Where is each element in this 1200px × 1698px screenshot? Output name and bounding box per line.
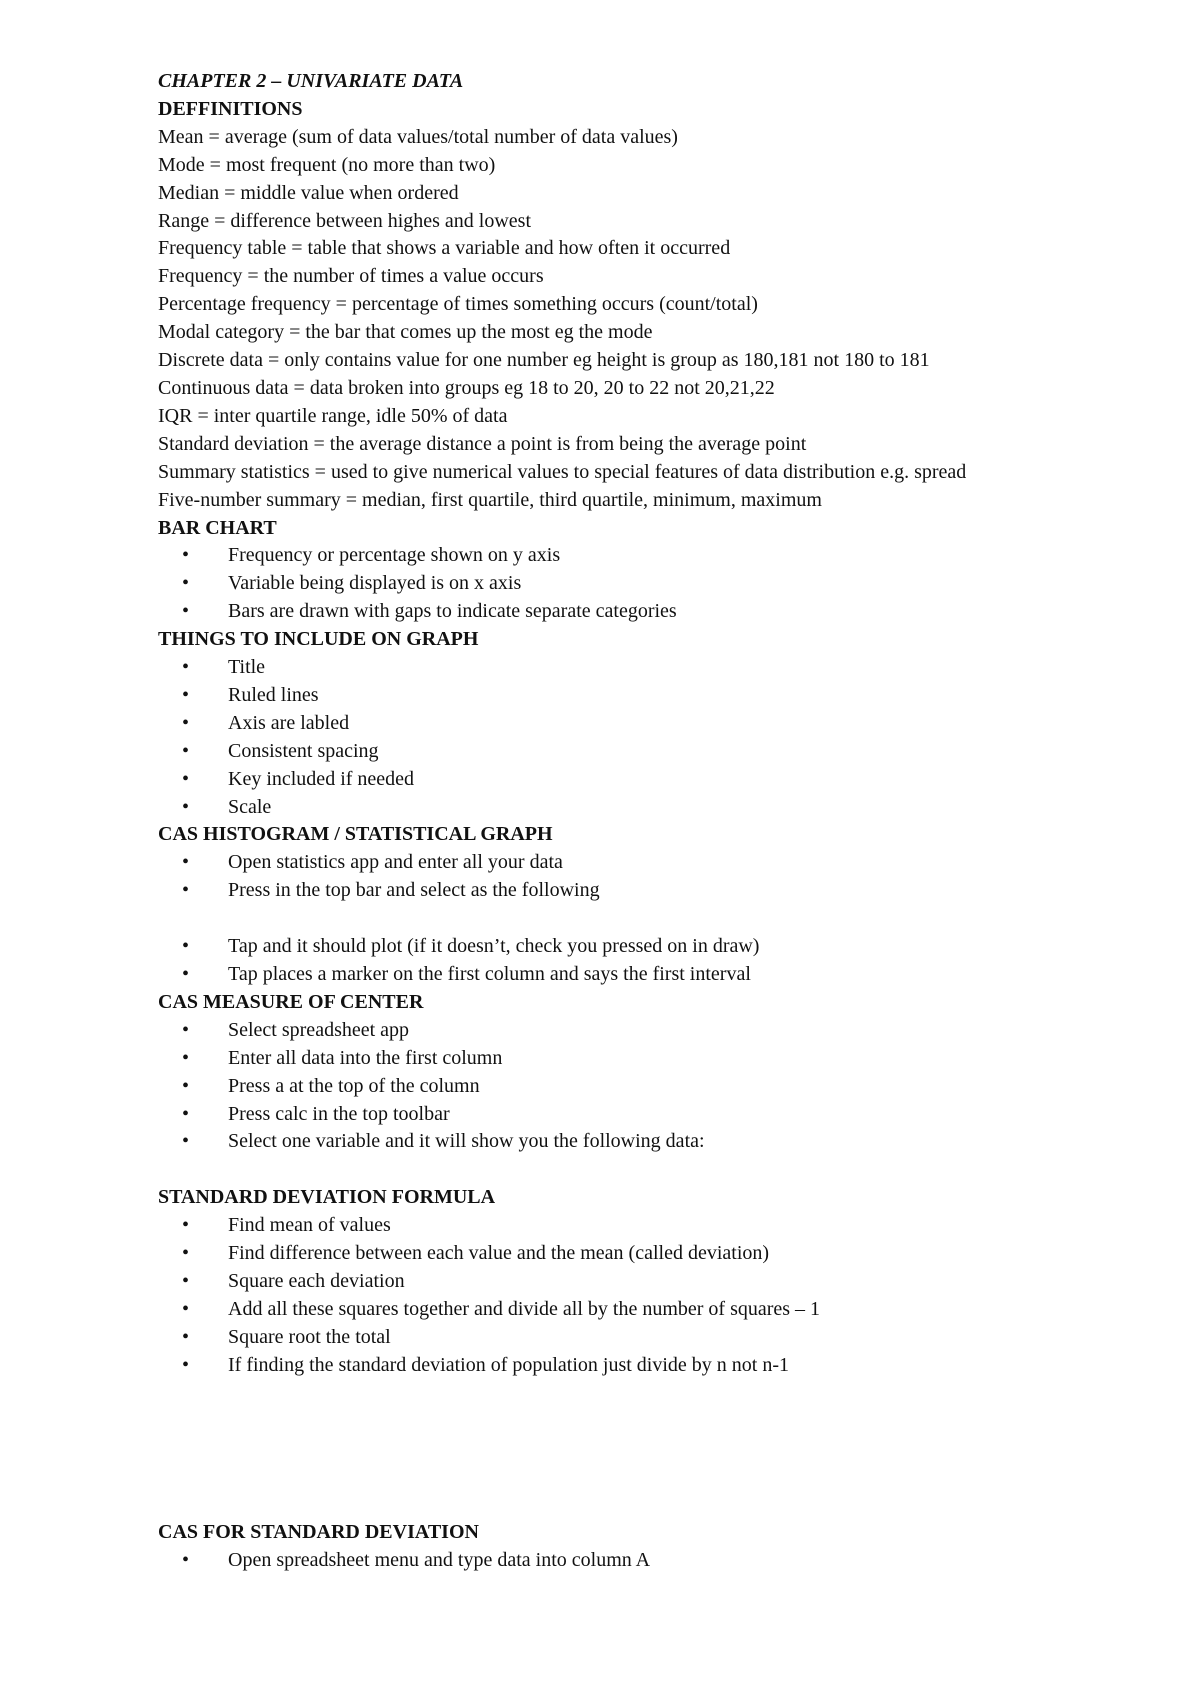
- document-title: CHAPTER 2 – UNIVARIATE DATA: [158, 70, 464, 92]
- cas-std-dev-list: [158, 1547, 1058, 1575]
- definition-line: Frequency table = table that shows a variable and how often it occurred: [158, 237, 731, 260]
- bar-chart-heading: BAR CHART: [158, 516, 277, 539]
- cas-center-item-text: Select spreadsheet app: [228, 1018, 410, 1041]
- bar-chart-item: [158, 598, 1058, 626]
- definition-line: Median = middle value when ordered: [158, 181, 459, 204]
- spacer: [158, 905, 1058, 933]
- cas-histogram-list-b: [158, 933, 1058, 989]
- bar-chart-item-text: Frequency or percentage shown on y axis: [228, 544, 561, 567]
- cas-std-item: [158, 1547, 1058, 1575]
- cas-histogram-item: [158, 961, 1058, 989]
- things-item: [158, 682, 1058, 710]
- cas-center-item-text: Enter all data into the first column: [228, 1046, 503, 1069]
- std-formula-item-text: Find mean of values: [228, 1214, 391, 1237]
- bullet-icon: •: [182, 1018, 190, 1041]
- std-formula-item-text: Add all these squares together and divide all by the number of squares – 1: [228, 1297, 821, 1320]
- std-formula-item: [158, 1324, 1058, 1352]
- cas-center-item: [158, 1101, 1058, 1129]
- cas-center-item-text: Press a at the top of the column: [228, 1074, 480, 1097]
- cas-center-item: [158, 1128, 1058, 1156]
- definition-line: Summary statistics = used to give numerical values to special features of data distribution e.g. spread: [158, 460, 967, 483]
- definition-line: Continuous data = data broken into groups eg 18 to 20, 20 to 22 not 20,21,22: [158, 376, 775, 399]
- cas-std-dev-heading: CAS FOR STANDARD DEVIATION: [158, 1521, 479, 1544]
- bar-chart-item-text: Variable being displayed is on x axis: [228, 572, 522, 595]
- cas-histogram-heading: CAS HISTOGRAM / STATISTICAL GRAPH: [158, 823, 553, 846]
- std-formula-item: [158, 1268, 1058, 1296]
- bullet-icon: •: [182, 795, 190, 818]
- bullet-icon: •: [182, 1297, 190, 1320]
- std-formula-item: [158, 1352, 1058, 1380]
- bar-chart-item-text: Bars are drawn with gaps to indicate separate categories: [228, 600, 677, 623]
- std-formula-item-text: Square root the total: [228, 1325, 391, 1348]
- things-item-text: Ruled lines: [228, 683, 319, 706]
- things-item-text: Axis are labled: [228, 711, 350, 734]
- bullet-icon: •: [182, 1325, 190, 1348]
- cas-histogram-item: [158, 877, 1058, 905]
- things-item: [158, 794, 1058, 822]
- definition-line: Modal category = the bar that comes up the most eg the mode: [158, 321, 653, 344]
- std-formula-item-text: If finding the standard deviation of population just divide by n not n-1: [228, 1353, 790, 1376]
- bullet-icon: •: [182, 1102, 190, 1125]
- cas-measure-center-heading: CAS MEASURE OF CENTER: [158, 990, 424, 1013]
- definition-line: Frequency = the number of times a value occurs: [158, 265, 544, 288]
- definitions-heading: DEFFINITIONS: [158, 97, 303, 120]
- definition-line: Percentage frequency = percentage of times something occurs (count/total): [158, 293, 758, 316]
- bullet-icon: •: [182, 1046, 190, 1069]
- bullet-icon: •: [182, 711, 190, 734]
- things-to-include-list: [158, 654, 1058, 821]
- things-item: [158, 766, 1058, 794]
- bar-chart-item: [158, 570, 1058, 598]
- bullet-icon: •: [182, 1214, 190, 1237]
- things-to-include-heading: THINGS TO INCLUDE ON GRAPH: [158, 628, 479, 651]
- bullet-icon: •: [182, 767, 190, 790]
- bullet-icon: •: [182, 1269, 190, 1292]
- bullet-icon: •: [182, 739, 190, 762]
- cas-center-item-text: Press calc in the top toolbar: [228, 1102, 450, 1125]
- definition-line: IQR = inter quartile range, idle 50% of data: [158, 404, 508, 427]
- bullet-icon: •: [182, 1353, 190, 1376]
- things-item: [158, 710, 1058, 738]
- definition-line: Mean = average (sum of data values/total number of data values): [158, 125, 678, 148]
- cas-std-item-text: Open spreadsheet menu and type data into column A: [228, 1548, 651, 1571]
- std-formula-item-text: Square each deviation: [228, 1269, 405, 1292]
- bar-chart-item: [158, 542, 1058, 570]
- cas-histogram-item-text: Open statistics app and enter all your data: [228, 851, 563, 874]
- std-dev-formula-list: [158, 1212, 1058, 1379]
- cas-histogram-item-text: Tap places a marker on the first column and says the first interval: [228, 962, 751, 985]
- document-page: [158, 68, 1058, 1575]
- cas-histogram-item: [158, 849, 1058, 877]
- cas-center-item: [158, 1017, 1058, 1045]
- definition-line: Standard deviation = the average distance a point is from being the average point: [158, 432, 807, 455]
- definition-line: Discrete data = only contains value for one number eg height is group as 180,181 not 180 to 181: [158, 349, 930, 372]
- std-formula-item-text: Find difference between each value and the mean (called deviation): [228, 1242, 770, 1265]
- things-item-text: Consistent spacing: [228, 739, 379, 762]
- bullet-icon: •: [182, 1074, 190, 1097]
- std-dev-formula-heading: STANDARD DEVIATION FORMULA: [158, 1186, 496, 1209]
- things-item-text: Key included if needed: [228, 767, 415, 790]
- things-item: [158, 738, 1058, 766]
- bullet-icon: •: [182, 879, 190, 902]
- cas-center-item-text: Select one variable and it will show you the following data:: [228, 1130, 705, 1153]
- bullet-icon: •: [182, 1548, 190, 1571]
- cas-histogram-item-text: Press in the top bar and select as the following: [228, 879, 600, 902]
- std-formula-item: [158, 1212, 1058, 1240]
- cas-histogram-item: [158, 933, 1058, 961]
- definition-line: Five-number summary = median, first quartile, third quartile, minimum, maximum: [158, 488, 822, 511]
- bullet-icon: •: [182, 1242, 190, 1265]
- cas-histogram-list-a: [158, 849, 1058, 905]
- bar-chart-list: [158, 542, 1058, 626]
- bullet-icon: •: [182, 572, 190, 595]
- things-item-text: Scale: [228, 795, 272, 818]
- cas-center-item: [158, 1073, 1058, 1101]
- bullet-icon: •: [182, 683, 190, 706]
- bullet-icon: •: [182, 544, 190, 567]
- definition-line: Range = difference between highes and lowest: [158, 209, 531, 232]
- std-formula-item: [158, 1296, 1058, 1324]
- things-item: [158, 654, 1058, 682]
- spacer: [158, 1380, 1058, 1520]
- bullet-icon: •: [182, 851, 190, 874]
- spacer: [158, 1156, 1058, 1184]
- bullet-icon: •: [182, 935, 190, 958]
- definitions-list: [158, 124, 1058, 515]
- bullet-icon: •: [182, 600, 190, 623]
- definition-line: Mode = most frequent (no more than two): [158, 153, 496, 176]
- things-item-text: Title: [228, 656, 266, 679]
- bullet-icon: •: [182, 1130, 190, 1153]
- bullet-icon: •: [182, 962, 190, 985]
- cas-center-item: [158, 1045, 1058, 1073]
- cas-measure-center-list: [158, 1017, 1058, 1157]
- cas-histogram-item-text: Tap and it should plot (if it doesn’t, check you pressed on in draw): [228, 935, 760, 958]
- std-formula-item: [158, 1240, 1058, 1268]
- bullet-icon: •: [182, 656, 190, 679]
